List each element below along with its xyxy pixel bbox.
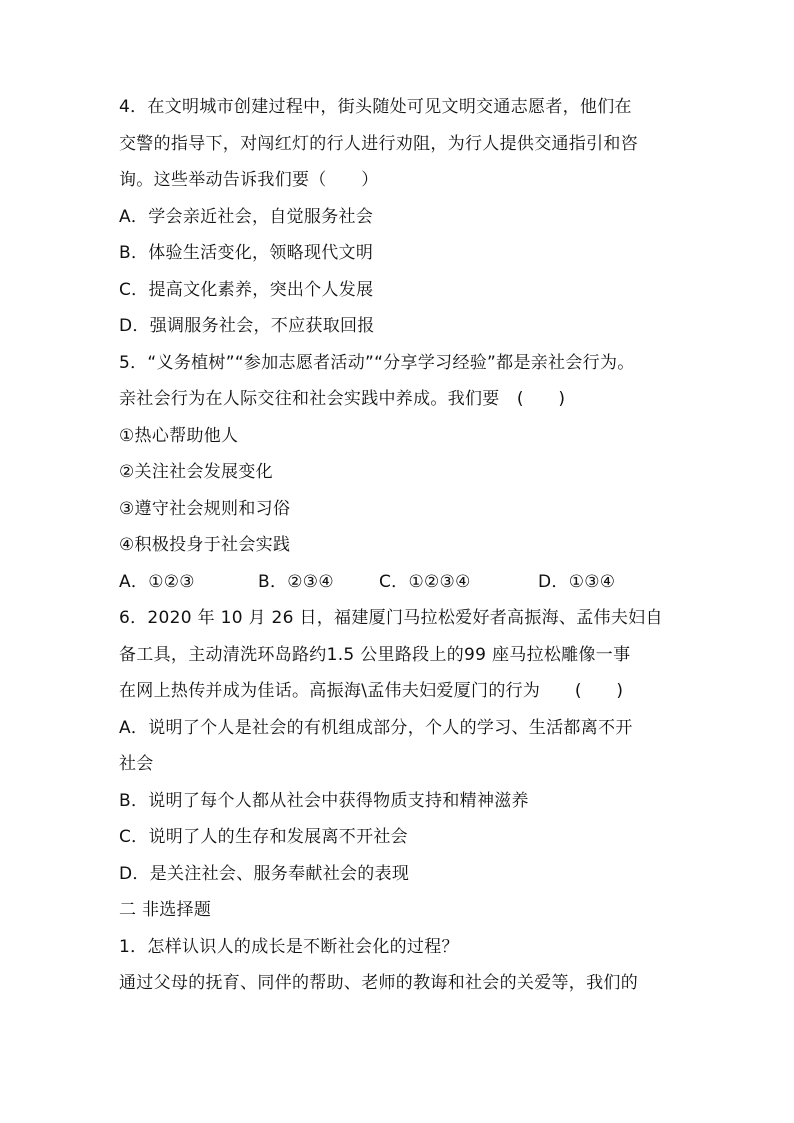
question-6-option-d: D．是关注社会、服务奉献社会的表现 (119, 863, 410, 884)
question-6-stem-line: 6．2020 年 10 月 26 日，福建厦门马拉松爱好者高振海、孟伟夫妇自 (119, 608, 663, 628)
question-5-item-1: ①热心帮助他人 (119, 425, 239, 446)
question-5-option-c: C．①②③④ (379, 571, 471, 592)
question-4-stem-line: 交警的指导下，对闯红灯的行人进行劝阻，为行人提供交通指引和咨 (119, 133, 638, 154)
question-4-stem-line: 询。这些举动告诉我们要（ ） (119, 170, 379, 190)
non-choice-section (119, 892, 689, 1002)
question-6-option-a-continued: 社会 (119, 754, 154, 774)
document-body (119, 89, 689, 1002)
question-6-option-c: C．说明了人的生存和发展离不开社会 (119, 827, 408, 847)
question-4-stem-line: 4．在文明城市创建过程中，街头随处可见文明交通志愿者，他们在 (119, 97, 632, 117)
question-5-item-4: ④积极投身于社会实践 (119, 535, 291, 555)
question-4-option-a: A．学会亲近社会，自觉服务社会 (119, 206, 374, 227)
question-5-stem-line: 5．“义务植树”“参加志愿者活动”“分享学习经验”都是亲社会行为。 (119, 352, 635, 373)
question-5-stem-line: 亲社会行为在人际交往和社会实践中养成。我们要 ( ) (119, 389, 566, 409)
question-6-stem-line: 在网上热传并成为佳话。高振海\孟伟夫妇爱厦门的行为 ( ) (119, 681, 624, 701)
section-answer-line: 通过父母的抚育、同伴的帮助、老师的教诲和社会的关爱等，我们的 (119, 973, 638, 993)
section-heading: 二 非选择题 (119, 900, 212, 920)
question-5-item-3: ③遵守社会规则和习俗 (119, 498, 291, 519)
question-6 (119, 600, 689, 892)
question-5-item-2: ②关注社会发展变化 (119, 462, 273, 482)
question-5 (119, 345, 689, 601)
section-question-1: 1．怎样认识人的成长是不断社会化的过程？ (119, 936, 459, 957)
question-4-option-c: C．提高文化素养，突出个人发展 (119, 279, 374, 300)
question-4-option-d: D．强调服务社会，不应获取回报 (119, 316, 375, 336)
question-6-option-a: A．说明了个人是社会的有机组成部分，个人的学习、生活都离不开 (119, 717, 633, 738)
question-6-stem-line: 备工具，主动清洗环岛路约1.5 公里路段上的99 座马拉松雕像一事 (119, 644, 631, 665)
question-5-option-d: D．①③④ (538, 571, 616, 592)
question-5-options (119, 564, 689, 601)
question-4 (119, 89, 689, 345)
question-6-option-b: B．说明了每个人都从社会中获得物质支持和精神滋养 (119, 790, 529, 811)
question-5-option-a: A．①②③ (119, 571, 195, 592)
question-4-option-b: B．体验生活变化，领略现代文明 (119, 243, 374, 263)
question-5-option-b: B．②③④ (258, 571, 334, 592)
